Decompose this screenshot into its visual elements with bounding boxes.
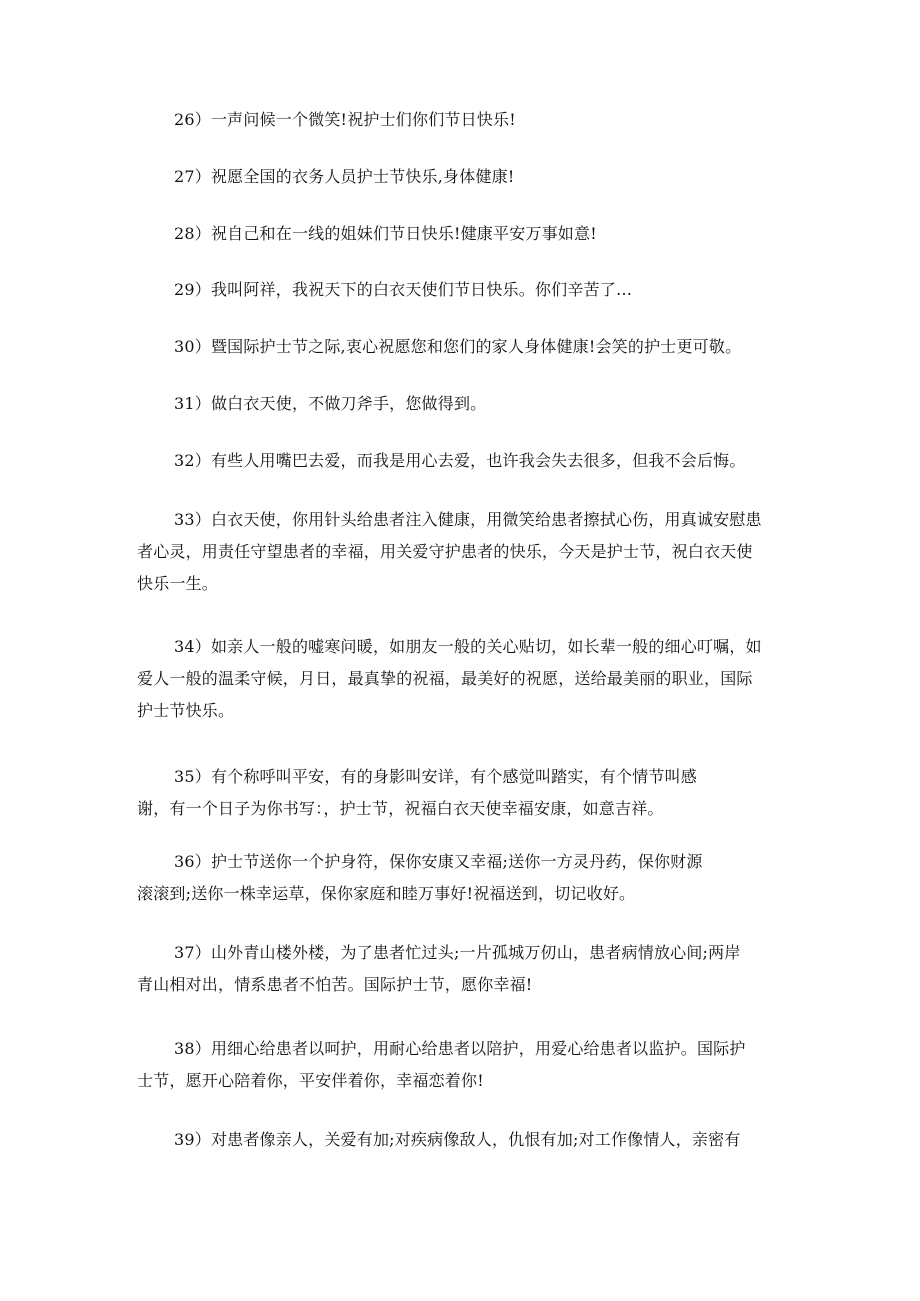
text-line: 士节，愿开心陪着你，平安伴着你，幸福恋着你! <box>137 1071 484 1090</box>
wish-item-26 <box>137 104 787 136</box>
text-line: 38）用细心给患者以呵护，用耐心给患者以陪护，用爱心给患者以监护。国际护 <box>174 1039 746 1058</box>
wish-item-28 <box>137 218 787 250</box>
text-line: 26）一声问候一个微笑!祝护士们你们节日快乐! <box>174 110 516 129</box>
wish-item-36 <box>137 846 787 910</box>
wish-item-32 <box>137 445 787 477</box>
text-line: 谢，有一个日子为你书写：，护士节，祝福白衣天使幸福安康，如意吉祥。 <box>137 799 664 818</box>
text-line: 36）护士节送你一个护身符，保你安康又幸福;送你一方灵丹药，保你财源 <box>174 852 703 871</box>
text-line: 37）山外青山楼外楼，为了患者忙过头;一片孤城万仞山，患者病情放心间;两岸 <box>174 943 741 962</box>
wish-item-29 <box>137 274 787 306</box>
text-line: 青山相对出，情系患者不怕苦。国际护士节，愿你幸福! <box>137 975 533 994</box>
wish-item-33 <box>137 504 787 600</box>
text-line: 32）有些人用嘴巴去爱，而我是用心去爱，也许我会失去很多，但我不会后悔。 <box>174 451 746 470</box>
wish-item-39 <box>137 1124 787 1156</box>
wish-item-31 <box>137 388 787 420</box>
text-line: 滚滚到;送你一株幸运草，保你家庭和睦万事好!祝福送到，切记收好。 <box>137 884 636 903</box>
text-line: 爱人一般的温柔守候，月日，最真挚的祝福，最美好的祝愿，送给最美丽的职业，国际 <box>137 669 753 688</box>
wish-item-35 <box>137 761 787 825</box>
text-line: 快乐一生。 <box>137 574 219 593</box>
text-line: 29）我叫阿祥，我祝天下的白衣天使们节日快乐。你们辛苦了… <box>174 280 633 299</box>
text-line: 护士节快乐。 <box>137 701 235 720</box>
wish-item-27 <box>137 161 787 193</box>
wish-item-34 <box>137 631 787 727</box>
text-line: 28）祝自己和在一线的姐妹们节日快乐!健康平安万事如意! <box>174 224 597 243</box>
text-line: 27）祝愿全国的衣务人员护士节快乐,身体健康! <box>174 167 515 186</box>
text-line: 33）白衣天使，你用针头给患者注入健康，用微笑给患者擦拭心伤，用真诚安慰患 <box>174 510 762 529</box>
text-line: 34）如亲人一般的嘘寒问暖，如朋友一般的关心贴切，如长辈一般的细心叮嘱，如 <box>174 637 762 656</box>
text-line: 39）对患者像亲人，关爱有加;对疾病像敌人，仇恨有加;对工作像情人，亲密有 <box>174 1130 741 1149</box>
wish-item-30 <box>137 331 787 363</box>
wish-item-38 <box>137 1033 787 1097</box>
text-line: 30）暨国际护士节之际,衷心祝愿您和您们的家人身体健康!会笑的护士更可敬。 <box>174 337 742 356</box>
text-line: 者心灵，用责任守望患者的幸福，用关爱守护患者的快乐，今天是护士节，祝白衣天使 <box>137 542 753 561</box>
text-line: 31）做白衣天使，不做刀斧手，您做得到。 <box>174 394 487 413</box>
text-line: 35）有个称呼叫平安，有的身影叫安详，有个感觉叫踏实，有个情节叫感 <box>174 767 697 786</box>
wish-item-37 <box>137 937 787 1001</box>
